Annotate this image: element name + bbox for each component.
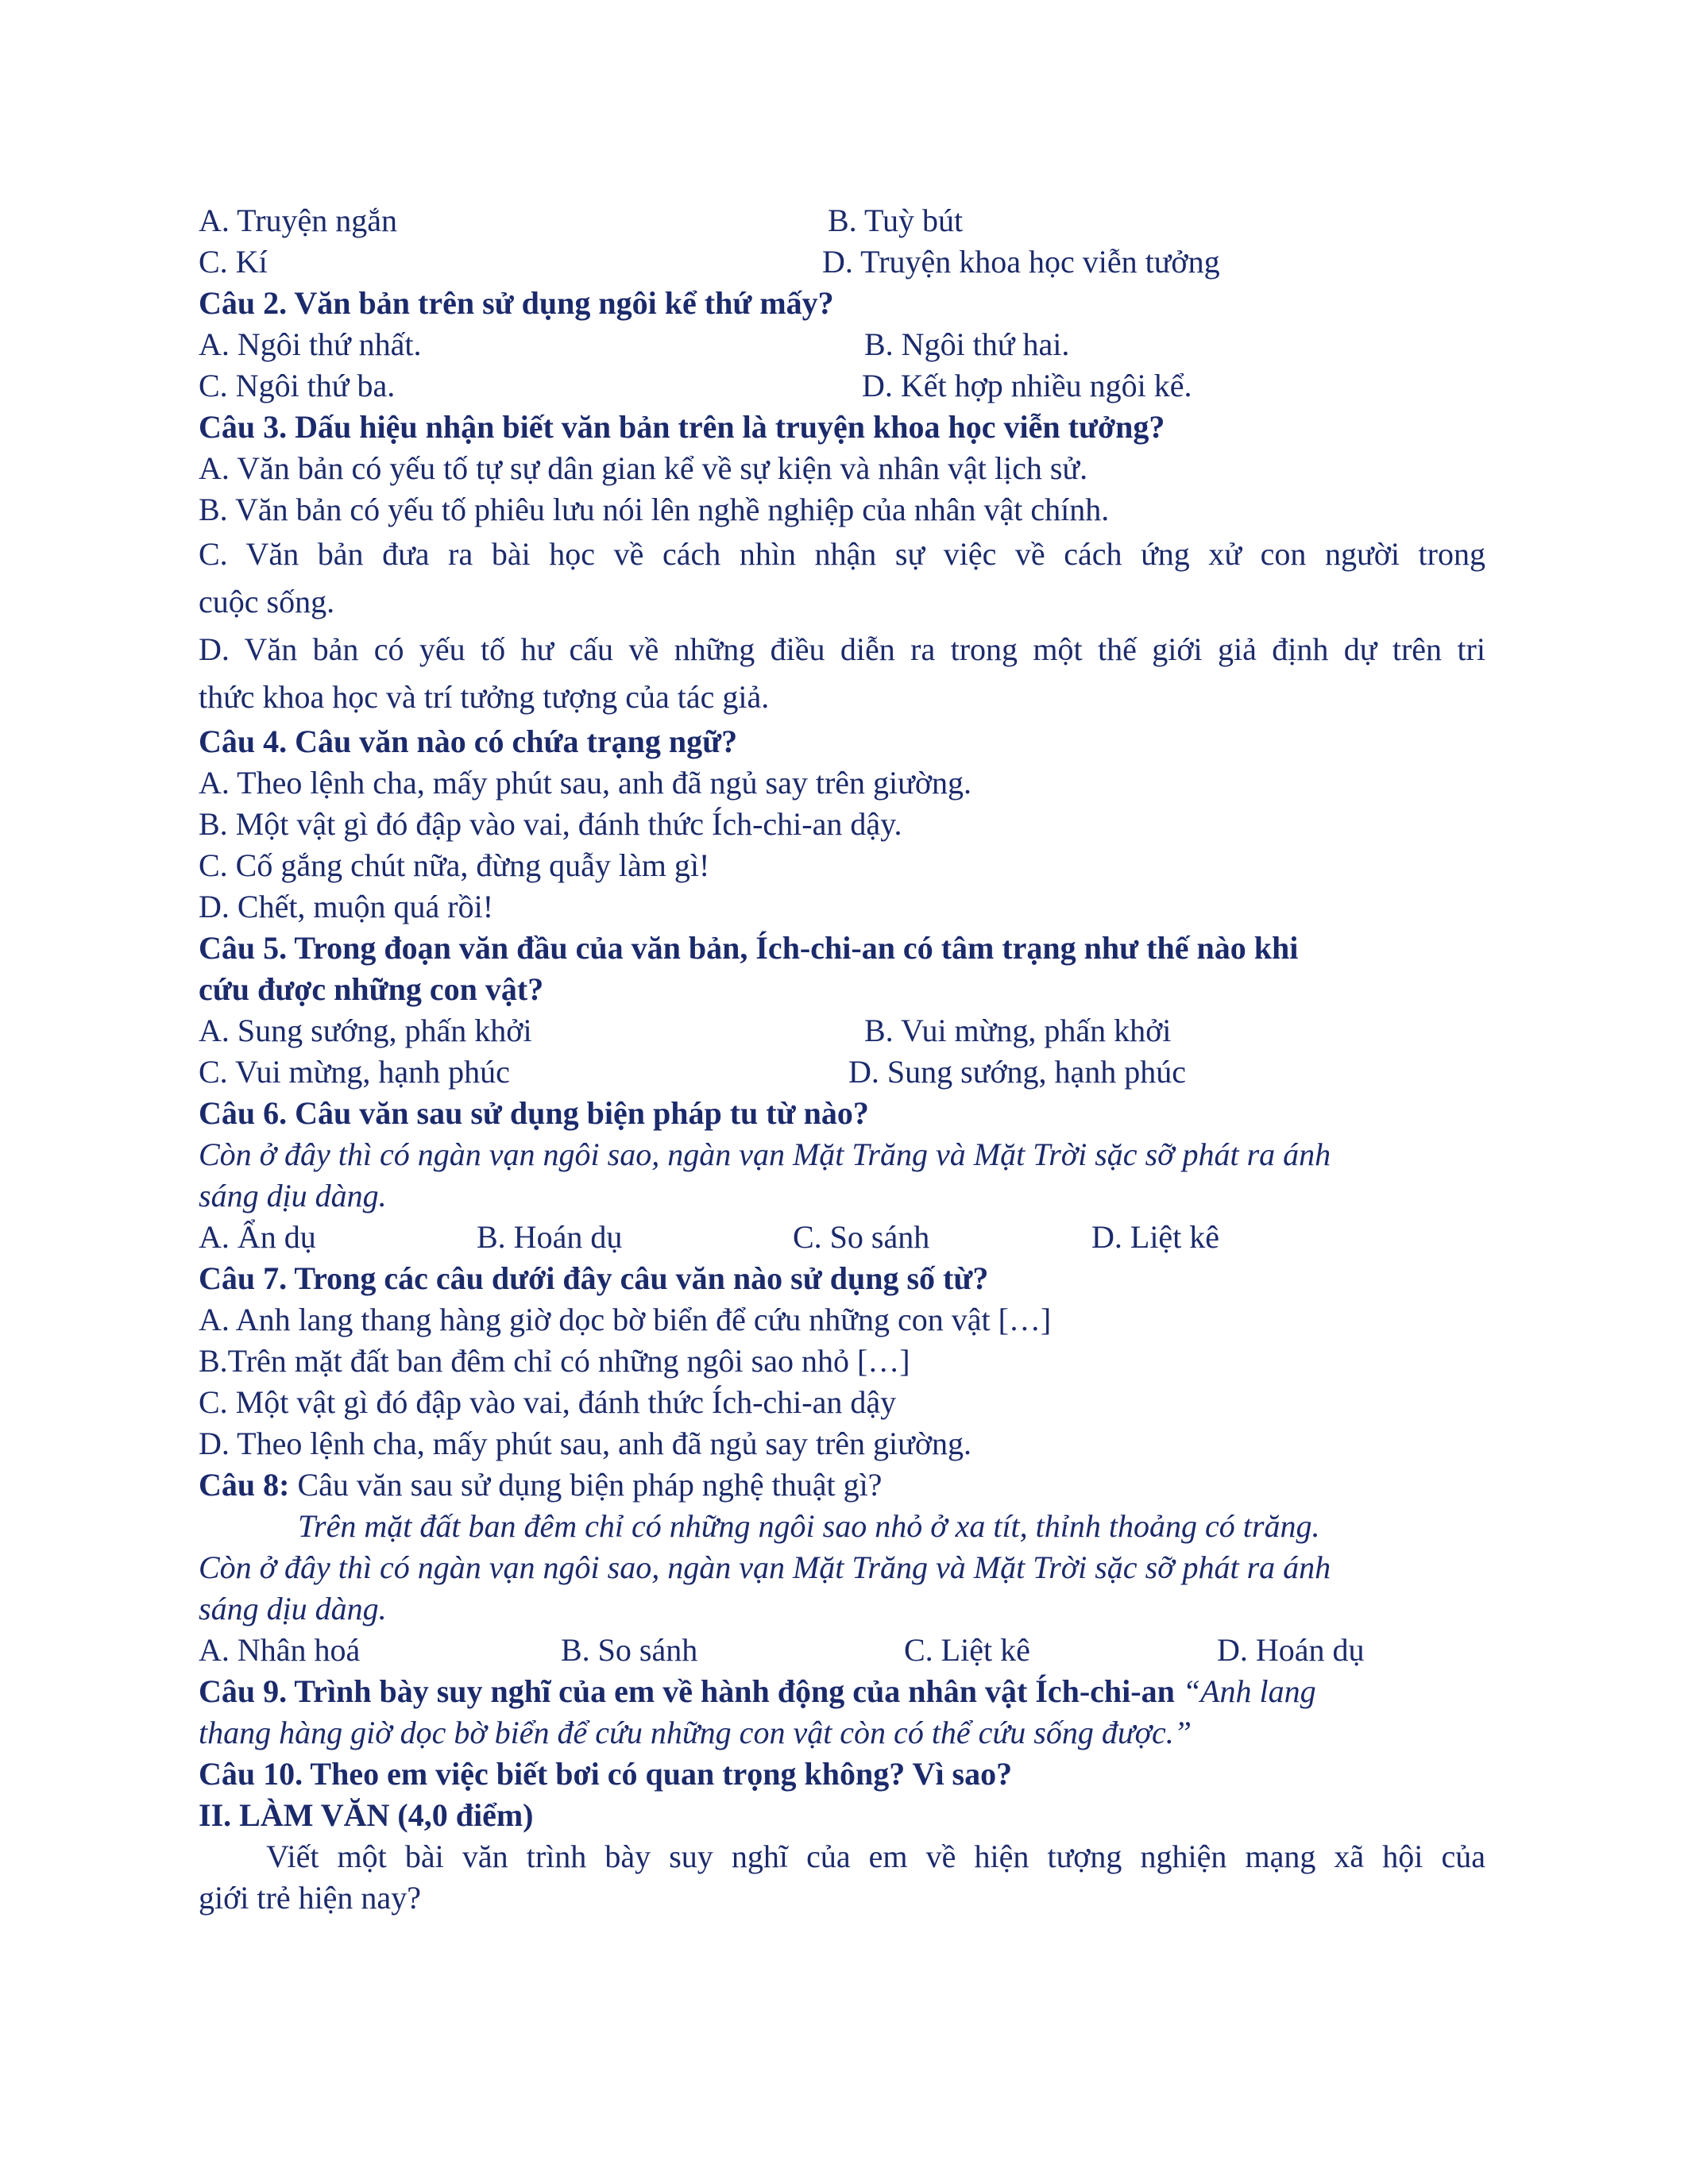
q8-option-d: D. Hoán dụ	[1217, 1632, 1365, 1668]
q1-option-c: C. Kí	[199, 244, 268, 280]
q5-title-line-1: Câu 5. Trong đoạn văn đầu của văn bản, Ích-chi-an có tâm trạng như thế nào khi	[199, 930, 1299, 966]
q5-option-a: A. Sung sướng, phấn khởi	[199, 1013, 532, 1048]
q3-option-c-line-1: C. Văn bản đưa ra bài học về cách nhìn nhận sự việc về cách ứng xử con người trong	[199, 536, 1485, 572]
q8-title: Câu văn sau sử dụng biện pháp nghệ thuật gì?	[289, 1467, 883, 1503]
q2-option-a: A. Ngôi thứ nhất.	[199, 326, 422, 362]
q3-option-d-line-1: D. Văn bản có yếu tố hư cấu về những điều diễn ra trong một thế giới giả định dự trên tri	[199, 631, 1485, 667]
q9-quote-start: “Anh lang	[1174, 1673, 1316, 1709]
q4-title: Câu 4. Câu văn nào có chứa trạng ngữ?	[199, 723, 738, 759]
q8-options-row	[199, 1630, 1485, 1671]
q7-option-b: B.Trên mặt đất ban đêm chỉ có những ngôi sao nhỏ […]	[199, 1343, 910, 1379]
part2-prompt-line-2: giới trẻ hiện nay?	[199, 1880, 421, 1916]
q7-option-c: C. Một vật gì đó đập vào vai, đánh thức Ích-chi-an dậy	[199, 1384, 897, 1420]
q7-title: Câu 7. Trong các câu dưới đây câu văn nào sử dụng số từ?	[199, 1260, 989, 1296]
q6-option-b: B. Hoán dụ	[477, 1219, 623, 1255]
q3-option-c-line-2: cuộc sống.	[199, 584, 335, 619]
q1-options-row-1	[199, 200, 1485, 241]
q2-options-row-2	[199, 365, 1485, 407]
q6-option-c: C. So sánh	[793, 1219, 930, 1255]
q8-option-c: C. Liệt kê	[904, 1632, 1030, 1668]
q1-option-d: D. Truyện khoa học viễn tưởng	[822, 244, 1220, 280]
q5-title-line-2: cứu được những con vật?	[199, 971, 544, 1007]
q6-title: Câu 6. Câu văn sau sử dụng biện pháp tu từ nào?	[199, 1095, 869, 1131]
q4-option-b: B. Một vật gì đó đập vào vai, đánh thức Ích-chi-an dậy.	[199, 806, 902, 842]
q8-label: Câu 8:	[199, 1467, 290, 1503]
q9-title-line-1	[199, 1671, 1485, 1712]
q9-title: Câu 9. Trình bày suy nghĩ của em về hành động của nhân vật Ích-chi-an	[199, 1673, 1175, 1709]
q6-quote-line-2: sáng dịu dàng.	[199, 1178, 387, 1214]
q5-option-b: B. Vui mừng, phấn khởi	[864, 1013, 1172, 1048]
q8-option-a: A. Nhân hoá	[199, 1632, 361, 1668]
q2-option-b: B. Ngôi thứ hai.	[864, 326, 1070, 362]
part2-heading: II. LÀM VĂN (4,0 điểm)	[199, 1797, 534, 1833]
q4-option-c: C. Cố gắng chút nữa, đừng quẫy làm gì!	[199, 847, 710, 883]
q7-option-d: D. Theo lệnh cha, mấy phút sau, anh đã ngủ say trên giường.	[199, 1426, 971, 1461]
q5-options-row-1	[199, 1010, 1485, 1051]
q4-option-d: D. Chết, muộn quá rồi!	[199, 889, 494, 924]
q1-option-b: B. Tuỳ bút	[828, 203, 964, 238]
q1-option-a: A. Truyện ngắn	[199, 203, 398, 238]
q8-quote-line-2: Còn ở đây thì có ngàn vạn ngôi sao, ngàn vạn Mặt Trăng và Mặt Trời sặc sỡ phát ra ánh	[199, 1549, 1331, 1585]
q6-option-d: D. Liệt kê	[1091, 1219, 1220, 1255]
q6-options-row	[199, 1217, 1485, 1258]
part2-prompt-line-1: Viết một bài văn trình bày suy nghĩ của em về hiện tượng nghiện mạng xã hội của	[266, 1839, 1485, 1874]
q9-quote-line-2: thang hàng giờ dọc bờ biển để cứu những con vật còn có thể cứu sống được.”	[199, 1715, 1192, 1750]
q8-title-line	[199, 1464, 1485, 1506]
q10-title: Câu 10. Theo em việc biết bơi có quan trọng không? Vì sao?	[199, 1756, 1013, 1792]
q7-option-a: A. Anh lang thang hàng giờ dọc bờ biển để cứu những con vật […]	[199, 1302, 1052, 1337]
q5-option-d: D. Sung sướng, hạnh phúc	[848, 1054, 1187, 1090]
q6-option-a: A. Ẩn dụ	[199, 1219, 316, 1255]
q3-title: Câu 3. Dấu hiệu nhận biết văn bản trên là truyện khoa học viễn tưởng?	[199, 409, 1165, 445]
q4-option-a: A. Theo lệnh cha, mấy phút sau, anh đã ngủ say trên giường.	[199, 765, 971, 801]
q2-options-row-1	[199, 324, 1485, 365]
q6-quote-line-1: Còn ở đây thì có ngàn vạn ngôi sao, ngàn vạn Mặt Trăng và Mặt Trời sặc sỡ phát ra ánh	[199, 1136, 1331, 1172]
q8-option-b: B. So sánh	[561, 1632, 698, 1668]
q2-title: Câu 2. Văn bản trên sử dụng ngôi kể thứ mấy?	[199, 285, 834, 321]
q2-option-d: D. Kết hợp nhiều ngôi kể.	[862, 368, 1192, 403]
q3-option-b: B. Văn bản có yếu tố phiêu lưu nói lên nghề nghiệp của nhân vật chính.	[199, 492, 1110, 527]
q8-quote-line-1: Trên mặt đất ban đêm chỉ có những ngôi sao nhỏ ở xa tít, thỉnh thoảng có trăng.	[298, 1508, 1320, 1544]
q5-option-c: C. Vui mừng, hạnh phúc	[199, 1054, 510, 1090]
q8-quote-line-3: sáng dịu dàng.	[199, 1591, 387, 1626]
q1-options-row-2	[199, 241, 1485, 283]
exam-page	[199, 200, 1485, 1919]
q3-option-a: A. Văn bản có yếu tố tự sự dân gian kể về sự kiện và nhân vật lịch sử.	[199, 450, 1088, 486]
q5-options-row-2	[199, 1051, 1485, 1093]
q3-option-d-line-2: thức khoa học và trí tưởng tượng của tác giả.	[199, 679, 770, 715]
q2-option-c: C. Ngôi thứ ba.	[199, 368, 396, 403]
